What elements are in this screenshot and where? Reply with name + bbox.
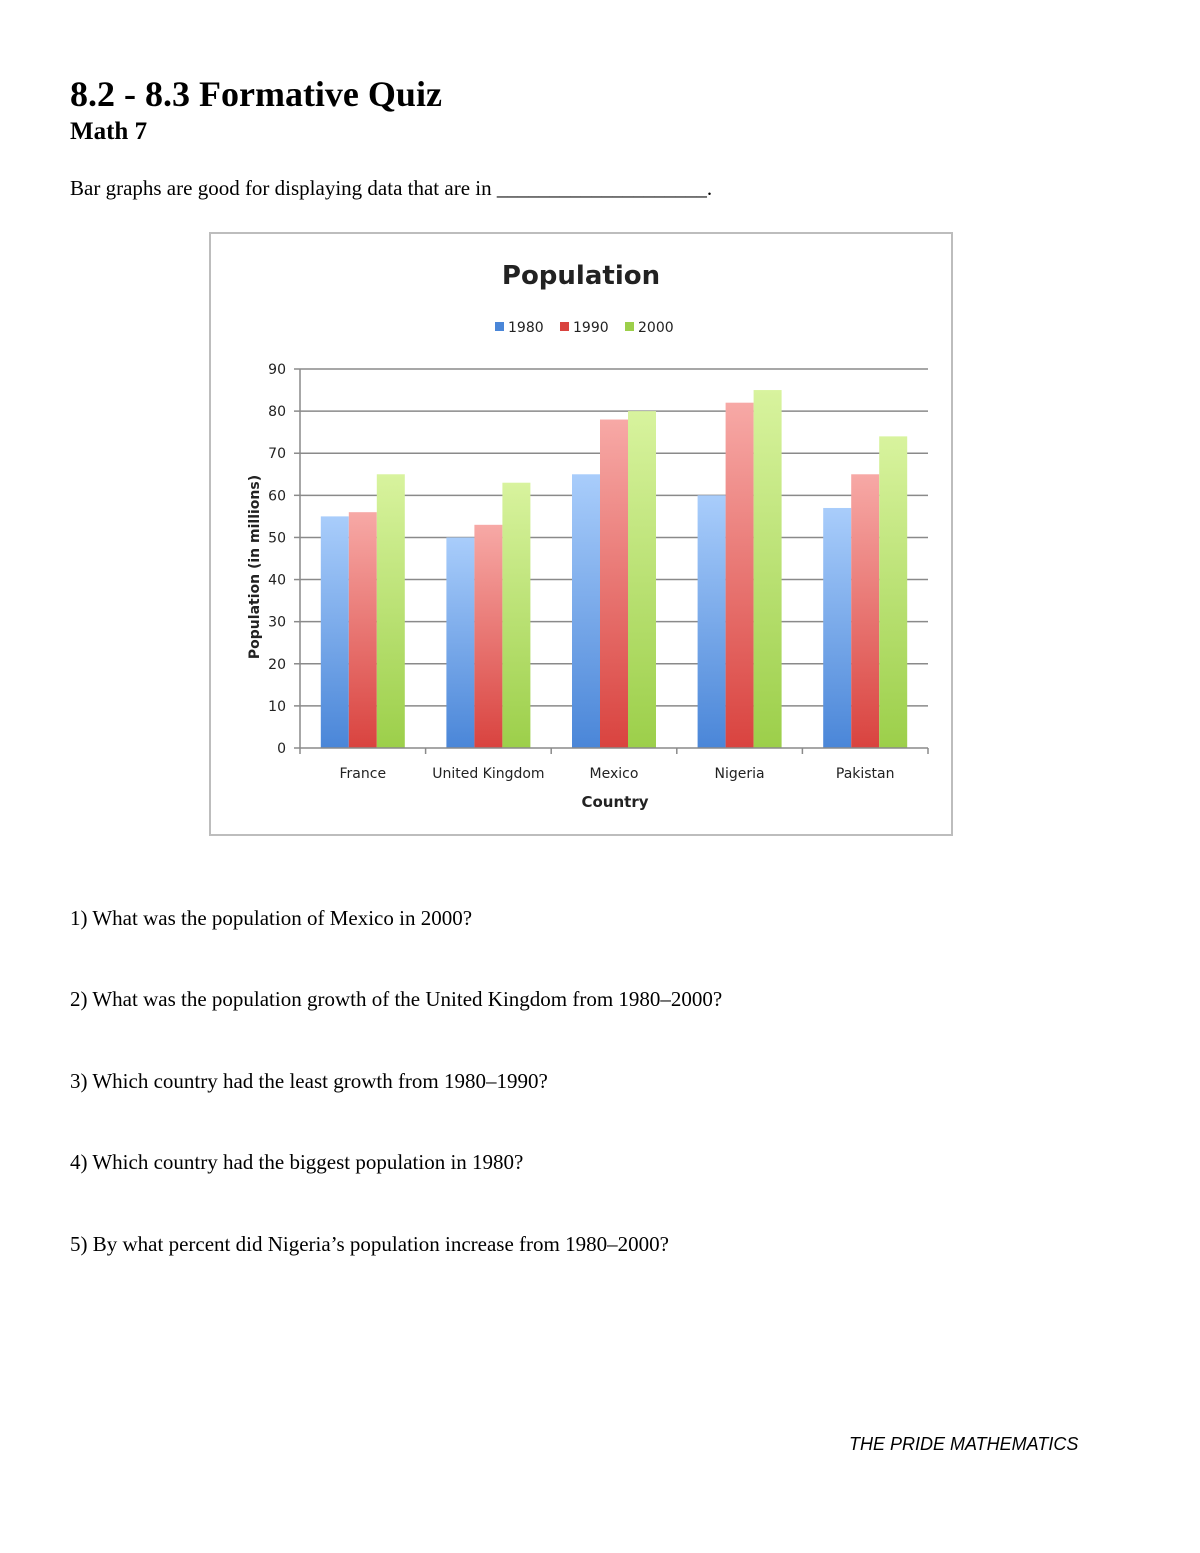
bar-mexico-1980 [572,474,600,748]
y-tick-label-90: 90 [268,362,286,378]
bar-france-2000 [377,474,405,748]
question-2: 2) What was the population growth of the United Kingdom from 1980–2000? [70,987,723,1011]
x-axis-label: Country [581,793,649,811]
question-1: 1) What was the population of Mexico in 2000? [70,906,473,930]
x-tick-label-france: France [339,766,387,782]
bar-nigeria-1990 [726,403,754,748]
y-tick-label-10: 10 [268,698,286,715]
population-chart [209,232,953,836]
chart-bars [321,390,907,748]
bar-pakistan-1980 [823,508,851,748]
chart-legend [495,320,674,336]
legend-label-1980: 1980 [508,320,544,336]
chart-svg [211,234,951,834]
y-tick-label-0: 0 [277,741,286,757]
legend-label-1990: 1990 [573,320,609,336]
y-tick-label-50: 50 [268,530,286,547]
bar-united-kingdom-1980 [446,537,474,748]
chart-title: Population [501,261,661,291]
legend-swatch-1980 [495,322,504,331]
quiz-title: 8.2 - 8.3 Formative Quiz [70,74,442,114]
legend-item-1980 [495,320,544,336]
course-subtitle: Math 7 [70,118,148,145]
y-tick-label-20: 20 [268,656,286,673]
bar-nigeria-1980 [698,495,726,748]
question-3: 3) Which country had the least growth from 1980–1990? [70,1069,548,1093]
x-tick-label-united-kingdom: United Kingdom [432,766,545,782]
legend-item-2000 [625,320,674,336]
legend-swatch-2000 [625,322,634,331]
y-tick-label-60: 60 [268,488,286,505]
x-tick-label-mexico: Mexico [589,766,639,782]
y-tick-label-30: 30 [268,614,286,631]
y-tick-label-80: 80 [268,404,286,421]
bar-pakistan-2000 [879,436,907,748]
footer-brand: THE PRIDE MATHEMATICS [849,1434,1079,1454]
question-5: 5) By what percent did Nigeria’s population increase from 1980–2000? [70,1232,669,1256]
legend-item-1990 [560,320,609,336]
bar-france-1990 [349,512,377,748]
bar-united-kingdom-1990 [474,525,502,748]
x-tick-label-pakistan: Pakistan [835,766,895,782]
y-tick-label-70: 70 [268,446,286,463]
y-tick-label-40: 40 [268,572,286,589]
bar-mexico-1990 [600,420,628,748]
x-tick-label-nigeria: Nigeria [714,766,765,782]
question-4: 4) Which country had the biggest population in 1980? [70,1150,524,1174]
legend-label-2000: 2000 [638,320,674,336]
fill-in-prompt: Bar graphs are good for displaying data that are in ____________________. [70,176,713,200]
x-axis-ticks [300,748,928,782]
bar-pakistan-1990 [851,474,879,748]
y-axis-ticks [268,362,300,757]
legend-swatch-1990 [560,322,569,331]
bar-nigeria-2000 [754,390,782,748]
bar-united-kingdom-2000 [502,483,530,748]
bar-france-1980 [321,516,349,748]
y-axis-label: Population (in millions) [247,474,263,660]
bar-mexico-2000 [628,411,656,748]
